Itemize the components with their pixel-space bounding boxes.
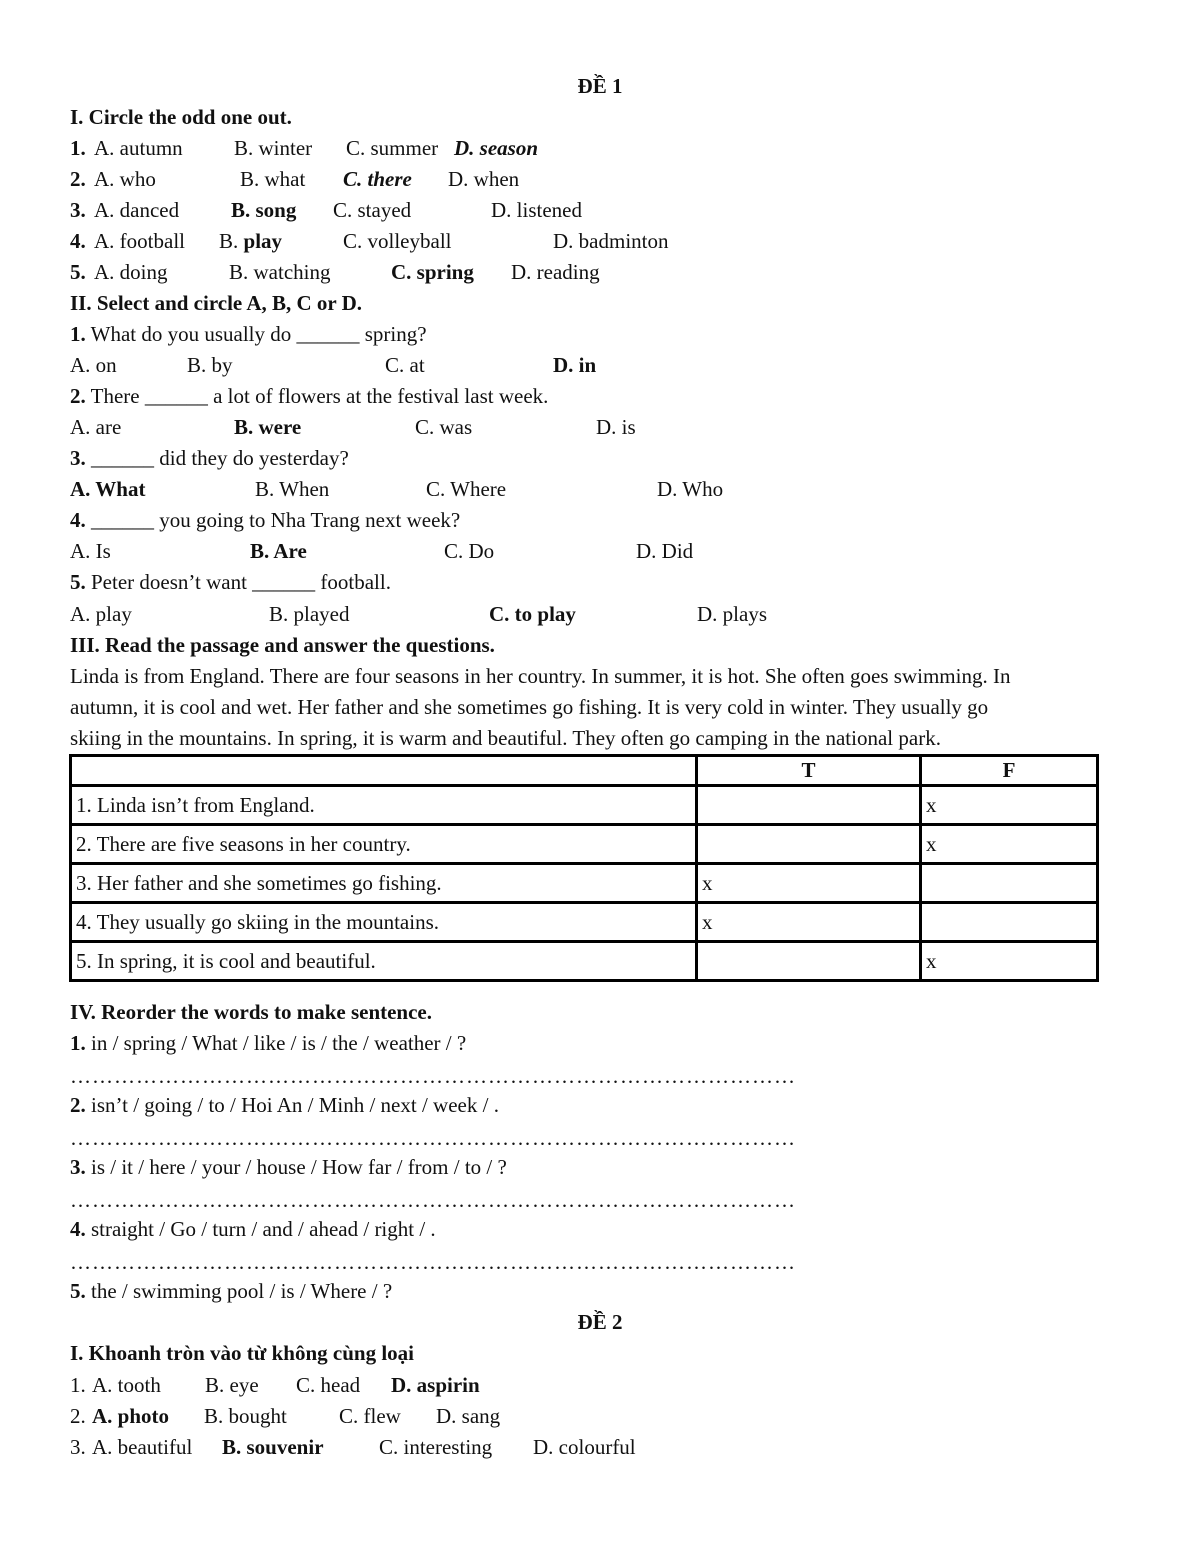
section-heading-odd-word: I. Khoanh tròn vào từ không cùng loại [70,1341,415,1365]
answer-dots-line: ……………………………………………………………………………………… [70,1188,796,1212]
table-row [71,825,1098,864]
question-2: 2. There ______ a lot of flowers at the festival last week. [70,384,549,408]
section-heading-reorder: IV. Reorder the words to make sentence. [70,1000,433,1024]
false-cell: x [921,825,1098,864]
answer-highlight: C. spring [391,260,474,284]
answer-highlight: B. song [231,198,297,222]
section-heading-odd-one-out: I. Circle the odd one out. [70,105,292,129]
answer-highlight: B. were [234,415,302,439]
answer-highlight: A. photo [92,1404,170,1428]
odd-word-item-1: 1. A. tooth B. eye C. head D. aspirin [70,1370,86,1401]
odd-word-item-2: 2. A. photo B. bought C. flew D. sang [70,1401,86,1432]
true-cell [697,942,921,981]
table-row [71,942,1098,981]
answer-highlight: C. to play [489,602,576,626]
reorder-item-1: 1. in / spring / What / like / is / the / weather / ? [70,1031,467,1055]
answer-highlight: D. aspirin [391,1373,480,1397]
true-cell [697,786,921,825]
table-header-blank [71,756,697,786]
statement-cell: 2. There are five seasons in her country. [71,825,697,864]
answer-highlight: A. What [70,477,146,501]
reorder-item-4: 4. straight / Go / turn / and / ahead / right / . [70,1217,436,1241]
statement-cell: 5. In spring, it is cool and beautiful. [71,942,697,981]
false-cell: x [921,942,1098,981]
answer-highlight: D. in [553,353,597,377]
passage-line-1: Linda is from England. There are four seasons in her country. In summer, it is hot. She often goes swimming. In [70,664,1011,688]
question-1: 1. What do you usually do ______ spring? [70,322,427,346]
answer-highlight: B. Are [250,539,307,563]
statement-cell: 3. Her father and she sometimes go fishing. [71,864,697,903]
odd-one-item-4: 4. A. football B. play C. volleyball D. badminton [70,229,669,253]
reorder-item-5: 5. the / swimming pool / is / Where / ? [70,1279,393,1303]
question-4: 4. ______ you going to Nha Trang next week? [70,508,461,532]
answer-dots-line: ……………………………………………………………………………………… [70,1064,796,1088]
odd-one-item-5: 5. A. doing B. watching C. spring D. reading [70,257,86,288]
table-header-row [71,756,1098,786]
odd-one-item-3: 3. A. danced B. song C. stayed D. listened [70,195,86,226]
table-row [71,864,1098,903]
table-row [71,903,1098,942]
section-heading-reading: III. Read the passage and answer the questions. [70,633,495,657]
true-cell: x [697,864,921,903]
exam-title-2: ĐỀ 2 [577,1310,623,1334]
question-3: 3. ______ did they do yesterday? [70,446,349,470]
answer-highlight: C. there [343,167,412,191]
table-row [71,786,1098,825]
answer-highlight: play [243,229,283,253]
passage-line-2: autumn, it is cool and wet. Her father and she sometimes go fishing. It is very cold in winter. They usually go [70,695,989,719]
answer-dots-line: ……………………………………………………………………………………… [70,1250,796,1274]
statement-cell: 4. They usually go skiing in the mountains. [71,903,697,942]
reorder-item-3: 3. is / it / here / your / house / How far / from / to / ? [70,1155,507,1179]
odd-one-item-2: 2. A. who B. what C. there D. when [70,164,86,195]
answer-highlight: D. season [454,136,539,160]
true-cell: x [697,903,921,942]
passage-line-3: skiing in the mountains. In spring, it is warm and beautiful. They often go camping in the national park. [70,726,941,750]
section-heading-select: II. Select and circle A, B, C or D. [70,291,363,315]
true-cell [697,825,921,864]
exam-title-1: ĐỀ 1 [577,74,623,98]
answer-dots-line: ……………………………………………………………………………………… [70,1126,796,1150]
false-cell: x [921,786,1098,825]
statement-cell: 1. Linda isn’t from England. [71,786,697,825]
true-false-table [69,754,1099,982]
odd-one-item-1: 1. A. autumn B. winter C. summer D. season [70,133,86,164]
false-cell [921,903,1098,942]
table-header-false: F [921,756,1098,786]
false-cell [921,864,1098,903]
odd-word-item-3: 3. A. beautiful B. souvenir C. interesting D. colourful [70,1432,86,1463]
table-header-true: T [697,756,921,786]
answer-highlight: B. souvenir [222,1435,324,1459]
question-5: 5. Peter doesn’t want ______ football. [70,570,391,594]
reorder-item-2: 2. isn’t / going / to / Hoi An / Minh / next / week / . [70,1093,499,1117]
